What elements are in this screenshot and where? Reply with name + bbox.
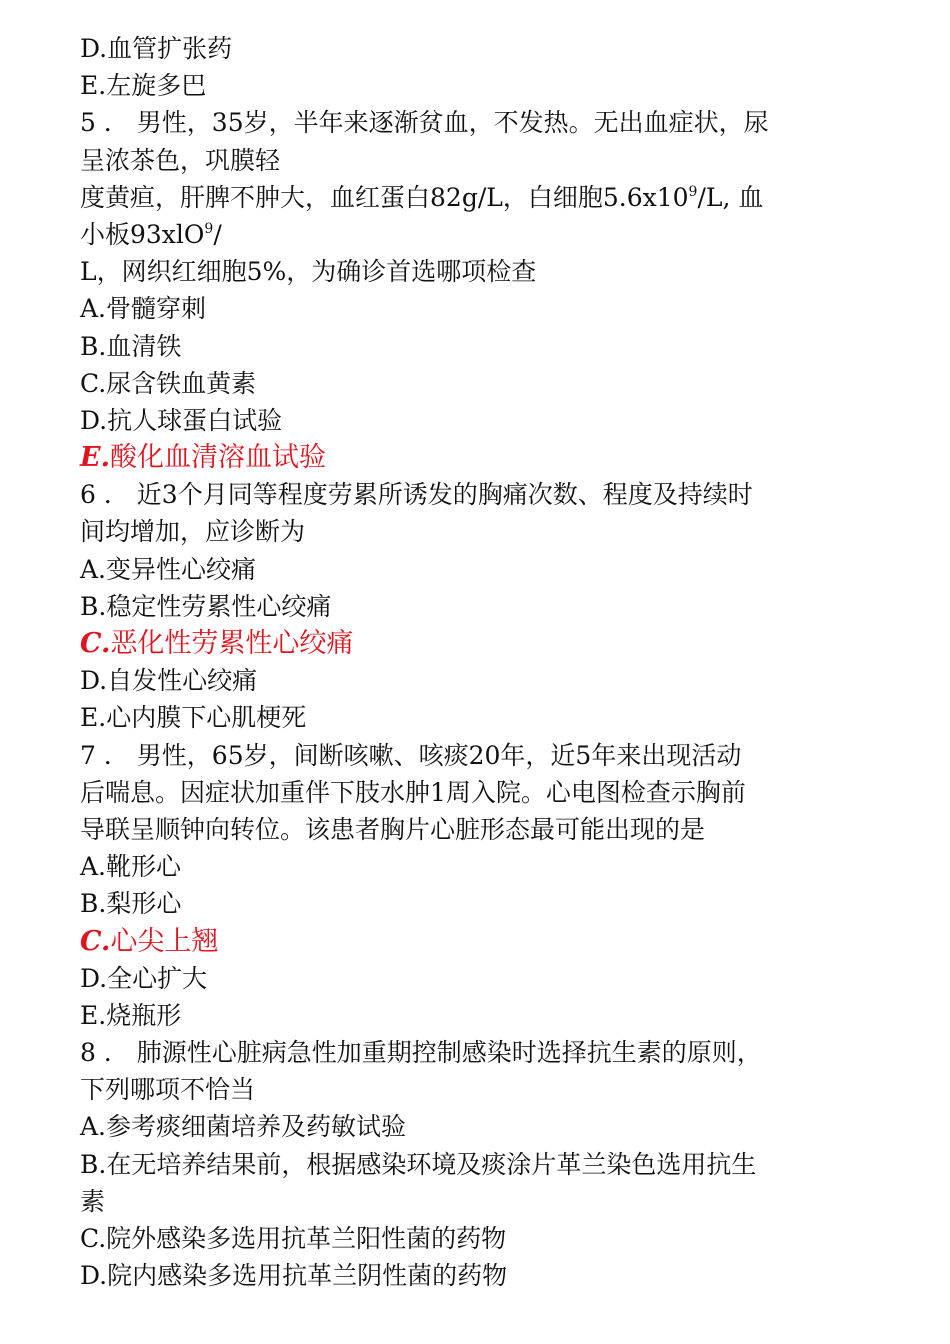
answer-letter: C. (80, 925, 111, 957)
option-line: C.院外感染多选用抗革兰阳性菌的药物 (80, 1224, 507, 1253)
answer-text: 恶化性劳累性心绞痛 (110, 628, 354, 659)
option-line: B.在无培养结果前，根据感染环境及痰涂片革兰染色选用抗生 (80, 1149, 757, 1179)
option-line: D.全心扩大 (80, 963, 208, 993)
option-line: A.变异性心绞痛 (80, 554, 257, 584)
option-line: E.烧瓶形 (80, 1000, 182, 1030)
option-line: A.参考痰细菌培养及药敏试验 (80, 1112, 407, 1142)
question-stem: 间均增加，应诊断为 (80, 517, 306, 547)
question-stem: 7 ． 男性，65岁，间断咳嗽、咳痰20年，近5年来出现活动 (80, 740, 742, 770)
text-segment: /L, 血 (697, 182, 764, 212)
text-line: E.左旋多巴 (80, 71, 207, 101)
superscript: 9 (688, 183, 698, 200)
correct-answer (80, 625, 870, 662)
option-line: C.尿含铁血黄素 (80, 368, 257, 398)
option-line: D.院内感染多选用抗革兰阴性菌的药物 (80, 1261, 508, 1291)
answer-letter: C. (80, 628, 111, 659)
answer-text: 心尖上翘 (110, 925, 219, 957)
question-stem: 5 ． 男性，35岁，半年来逐渐贫血，不发热。无出血症状，尿 (80, 108, 769, 138)
question-stem: 6 ． 近3个月同等程度劳累所诱发的胸痛次数、程度及持续时 (80, 480, 753, 510)
text-line: D.血管扩张药 (80, 34, 233, 63)
question-stem: L，网织红细胞5%，为确诊首选哪项检查 (80, 257, 537, 287)
question-stem: 导联呈顺钟向转位。该患者胸片心脏形态最可能出现的是 (80, 814, 706, 844)
option-line: A.靴形心 (80, 852, 182, 882)
superscript: 9 (204, 220, 214, 237)
option-line: B.血清铁 (80, 331, 182, 361)
option-line: A.骨髓穿刺 (80, 294, 207, 324)
question-stem: 下列哪项不恰当 (80, 1075, 256, 1105)
question-stem: 后喘息。因症状加重伴下肢水肿1周入院。心电图检查示胸前 (80, 777, 746, 807)
question-stem (80, 216, 870, 253)
question-stem: 8 ． 肺源性心脏病急性加重期控制感染时选择抗生素的原则， (80, 1038, 762, 1068)
correct-answer (80, 439, 870, 476)
text-segment: 度黄疸，肝脾不肿大，血红蛋白82g/L，白细胞5.6x10 (80, 182, 689, 212)
answer-letter: E. (80, 442, 110, 474)
option-line: B.梨形心 (80, 889, 182, 919)
option-line: D.抗人球蛋白试验 (80, 405, 283, 435)
option-line: B.稳定性劳累性心绞痛 (80, 591, 332, 621)
question-stem (80, 179, 870, 216)
option-line: E.心内膜下心肌梗死 (80, 703, 307, 733)
text-segment: 小板93xlO (80, 219, 205, 249)
correct-answer (80, 923, 870, 960)
answer-text: 酸化血清溶血试验 (109, 442, 326, 474)
question-stem: 呈浓茶色，巩膜轻 (80, 145, 281, 175)
option-line: D.自发性心绞痛 (80, 666, 258, 696)
option-line: 素 (80, 1186, 106, 1216)
text-segment: / (213, 219, 222, 249)
